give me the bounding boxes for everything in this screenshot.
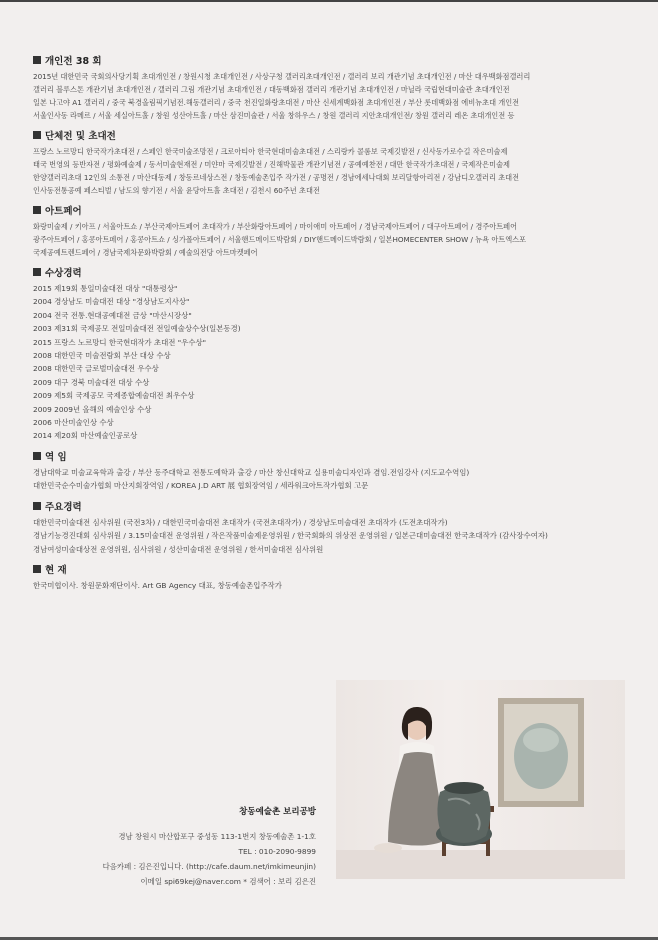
section-body — [33, 70, 633, 122]
square-bullet-icon — [33, 56, 41, 64]
artist-photo — [336, 680, 625, 879]
section-body — [33, 516, 633, 556]
section-heading: 아트페어 — [45, 206, 82, 217]
address: 경남 창원시 마산합포구 중성동 113-1번지 창동예술촌 1-1호 — [118, 832, 316, 841]
award-item: 2004 경상남도 미술대전 대상 "경상남도지사상" — [33, 297, 190, 307]
section-heading: 수상경력 — [45, 268, 82, 279]
award-item: 2009 대구 경북 미술대전 대상 수상 — [33, 377, 150, 387]
text-line: 갤러리 블루스톤 개관기념 초대개인전 / 갤러리 그림 개관기념 초대개인전 / 대동백화점 갤러리 개관기념 초대개인전 / 마닐라 국립현대미술관 초대개인전 — [33, 85, 510, 94]
award-item: 2008 대한민국 미술전람회 부산 대상 수상 — [33, 351, 171, 361]
award-item: 2009 2009년 올해의 예술인상 수상 — [33, 404, 152, 414]
text-line: 경남여성미술대상전 운영위원, 심사위원 / 성산미술대전 운영위원 / 한서미술대전 심사위원 — [33, 544, 324, 554]
award-item: 2015 제19회 통일미술대전 대상 "대통령상" — [33, 284, 178, 293]
section-career — [33, 498, 633, 556]
text-line: 태국 번영의 등반자전 / 평화예술제 / 동서미술현재전 / 미얀마 국제깃발전 / 진해박물관 개관기념전 / 공예예찬전 / 대만 한국작가초대전 / 국제작은미술제 — [33, 160, 510, 169]
text-line: 프랑스 노르망디 한국작가초대전 / 스페인 한국미술조망전 / 크로아티아 한국현대미술초대전 / 스리랑카 콜롬보 국제깃발전 / 신사동가로수길 작은미술제 — [33, 147, 508, 156]
square-bullet-icon — [33, 502, 41, 510]
section-group-exhibitions — [33, 127, 633, 197]
section-body — [33, 282, 633, 443]
square-bullet-icon — [33, 565, 41, 573]
text-line: 경남기능경진대회 심사위원 / 3.15미술대전 운영위원 / 작은작품미술제운영위원 / 한국회화의 위상전 운영위원 / 일본근대미술대전 한국초대작가 (감사장수여자) — [33, 531, 548, 541]
section-positions-held — [33, 448, 633, 493]
text-line: 서울인사동 라메르 / 서울 세실아트홀 / 창원 성산아트홀 / 마산 삼진미술관 / 서울 창하우스 / 창원 갤러리 지안초대개인전/ 창원 갤러리 레온 초대개인전 등 — [33, 111, 515, 120]
section-heading: 역 임 — [45, 451, 67, 463]
section-heading: 주요경력 — [45, 501, 82, 513]
top-border — [0, 0, 658, 2]
square-bullet-icon — [33, 268, 41, 276]
text-line: 국제공예트렌드페어 / 경남국제차문화박람회 / 예술의전당 아트마켓페어 — [33, 248, 258, 257]
award-item: 2014 제20회 마산예술인공로상 — [33, 431, 138, 441]
ceramic-jar — [437, 786, 490, 843]
text-line: 광주아트페어 / 홍콩아트페어 / 홍콩아트쇼 / 싱가폴아트페어 / 서울핸드메이드박람회 / DIY핸드메이드박람회 / 일본HOMECENTER SHOW / 뉴욕 아트엑스포 — [33, 235, 527, 244]
section-awards — [33, 264, 633, 443]
square-bullet-icon — [33, 206, 41, 214]
award-item: 2004 전국 전통.현대공예대전 금상 "마산시장상" — [33, 310, 192, 320]
section-body — [33, 579, 633, 592]
section-body — [33, 220, 633, 259]
cafe-link[interactable]: 다음카페 : 김은진입니다. (http://cafe.daum.net/imkimeunjin) — [102, 862, 316, 871]
award-item: 2008 대한민국 글로벌미술대전 우수상 — [33, 364, 159, 374]
email[interactable]: 이메일 spi69kej@naver.com * 검색어 : 보리 김은진 — [140, 877, 316, 886]
floor — [336, 850, 625, 879]
section-heading: 현 재 — [45, 564, 67, 576]
award-item: 2006 마산미술인상 수상 — [33, 418, 114, 428]
text-line: 2015년 대한민국 국회의사당기획 초대개인전 / 창원시청 초대개인전 / 사상구청 갤러리초대개인전 / 갤러리 보리 개관기념 초대개인전 / 마산 대우백화점갤러리 — [33, 72, 531, 81]
square-bullet-icon — [33, 452, 41, 460]
contact-block — [103, 805, 316, 889]
section-art-fairs — [33, 202, 633, 259]
resume-content — [33, 52, 633, 597]
section-solo-exhibitions — [33, 52, 633, 122]
text-line: 한국미협이사. 창원문화재단이사. Art GB Agency 대표, 창동예술촌입주작가 — [33, 580, 282, 590]
text-line: 대한민국미술대전 심사위원 (국전3차) / 대한민국미술대전 초대작가 (국전초대작가) / 경상남도미술대전 초대작가 (도전초대작가) — [33, 517, 448, 527]
section-heading: 단체전 및 초대전 — [45, 131, 116, 142]
award-item: 2015 프랑스 노르망디 한국현대작가 초대전 "우수상" — [33, 337, 207, 347]
award-item: 2003 제31회 국제공모 전일미술대전 전일예술상수상(일본동경) — [33, 324, 241, 334]
section-heading: 개인전 38 회 — [45, 56, 102, 67]
square-bullet-icon — [33, 131, 41, 139]
text-line: 화랑미술제 / 키아프 / 서울아트쇼 / 부산국제아트페어 초대작가 / 부산화랑아트페어 / 마이애미 아트페어 / 경남국제아트페어 / 대구아트페어 / 경주아트페어 — [33, 222, 518, 231]
studio-name: 창동예술촌 보리공방 — [239, 807, 316, 817]
artist-photo-illustration — [336, 680, 625, 879]
text-line: 한양갤러리초대 12인의 소통전 / 마산대동제 / 창동르네상스전 / 창동예술촌입주 작가전 / 공명전 / 경남에세나대회 보리달항아리전 / 강남디오갤러리 초대전 — [33, 173, 520, 182]
text-line: 경남대학교 미술교육학과 출강 / 부산 동주대학교 전통도예학과 출강 / 마산 창신대학교 실용미술디자인과 겸임.전임강사 (지도교수역임) — [33, 467, 470, 477]
award-item: 2009 제5회 국제공모 국제종합예술대전 최우수상 — [33, 391, 195, 401]
text-line: 대한민국순수미술가협회 마산지회장역임 / KOREA J.D ART 展 협회장역임 / 세라워크아트작가협회 고문 — [33, 481, 369, 491]
section-current — [33, 561, 633, 592]
section-body — [33, 466, 633, 493]
section-body — [33, 145, 633, 197]
text-line: 인사동전통공예 페스티벌 / 남도의 향기전 / 서울 윤당아트홀 초대전 / 김천시 60주년 초대전 — [33, 186, 320, 195]
text-line: 일본 나고야 A1 갤러리 / 중국 북경올림픽기념전.해동갤러리 / 중국 천진일화랑초대전 / 마산 신세계백화점 초대개인전 / 부산 롯데백화점 에비뉴초대 개인전 — [33, 98, 520, 107]
telephone: TEL : 010-2090-9899 — [238, 847, 316, 856]
